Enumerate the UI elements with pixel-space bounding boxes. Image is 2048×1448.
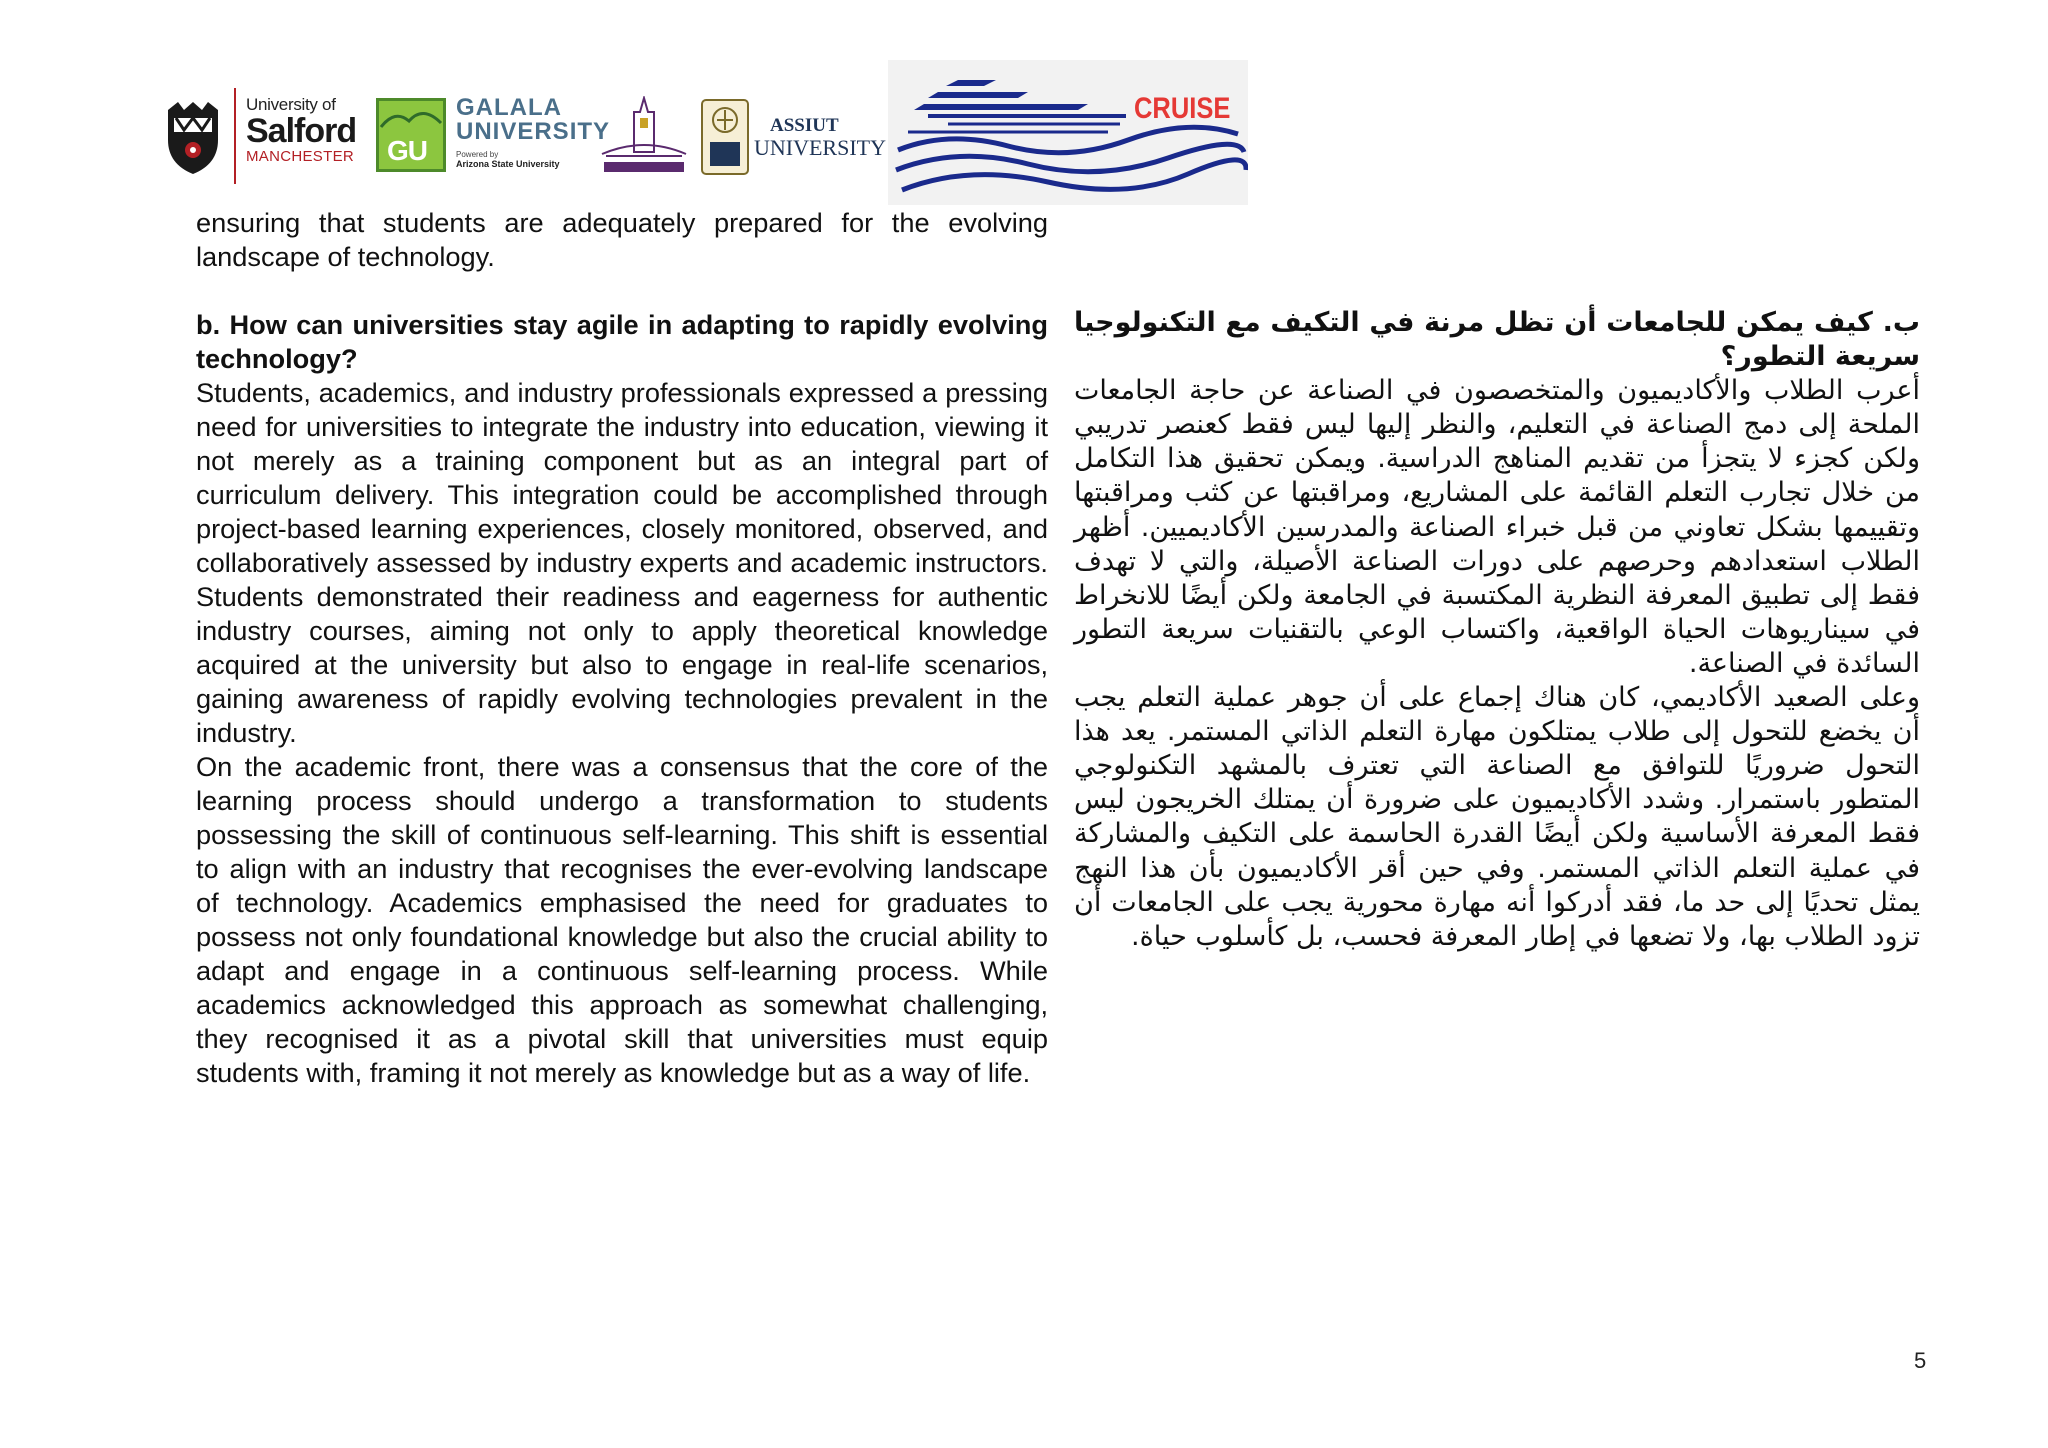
salford-line1: University of bbox=[246, 95, 336, 114]
galala-mark-text: GU bbox=[387, 135, 427, 166]
english-column bbox=[196, 206, 1048, 1090]
logo-bar bbox=[160, 60, 1250, 210]
arabic-column bbox=[1074, 306, 1920, 954]
cruise-logo bbox=[888, 60, 1248, 205]
salford-line2: Salford bbox=[246, 112, 357, 150]
galala-mountain-icon bbox=[379, 101, 443, 135]
english-heading: b. How can universities stay agile in adapting to rapidly evolving technology? bbox=[196, 309, 1048, 374]
assiut-wordmark bbox=[754, 116, 884, 160]
english-paragraph-1: Students, academics, and industry professionals expressed a pressing need for universities to integrate the industry into education, viewing it not merely as a training component but as an integral part of curriculum delivery. This integration could be accomplished through project-based learning experiences, closely monitored, observed, and collaboratively assessed by industry experts and academic instructors. Students demonstrated their readiness and eagerness for authentic industry courses, aiming not only to apply theoretical knowledge acquired at the university but also to engage in real-life scenarios, gaining awareness of rapidly evolving technologies prevalent in the industry. bbox=[196, 377, 1048, 748]
arabic-heading: ب. كيف يمكن للجامعات أن تظل مرنة في التكيف مع التكنولوجيا سريعة التطور؟ bbox=[1074, 307, 1920, 373]
galala-wordmark bbox=[456, 94, 611, 169]
salford-wordmark bbox=[246, 96, 356, 166]
galala-mark-logo bbox=[376, 98, 446, 172]
arabic-paragraph-1: أعرب الطلاب والأكاديميون والمتخصصون في الصناعة عن حاجة الجامعات الملحة إلى دمج الصناعة في التعليم، والنظر إليها ليس فقط كعنصر تدريبي ولكن كجزء لا يتجزأ من تقديم المناهج الدراسية. ويمكن تحقيق هذا التكامل من خلال تجارب التعلم القائمة على المشاريع، ومراقبتها عن كثب ومراقبتها وتقييمها بشكل تعاوني من قبل خبراء الصناعة والمدرسين الأكاديميين. أظهر الطلاب استعدادهم وحرصهم على دورات الصناعة الأصيلة، والتي لا تهدف فقط إلى تطبيق المعرفة النظرية المكتسبة في الجامعة ولكن أيضًا للانخراط في سيناريوهات الحياة الواقعية، واكتساب الوعي بالتقنيات سريعة التطور السائدة في الصناعة. bbox=[1074, 375, 1920, 679]
arabic-paragraph-2: وعلى الصعيد الأكاديمي، كان هناك إجماع على أن جوهر عملية التعلم يجب أن يخضع للتحول إلى طلاب يمتلكون مهارة التعلم الذاتي المستمر. يعد هذا التحول ضروريًا للتوافق مع الصناعة التي تعترف بالمشهد التكنولوجي المتطور باستمرار. وشدد الأكاديميون على ضرورة أن يمتلك الخريجون ليس فقط المعرفة الأساسية ولكن أيضًا القدرة الحاسمة على التكيف والمشاركة في عملية التعلم الذاتي المستمر. وفي حين أقر الأكاديميون بأن هذا النهج يمثل تحديًا إلى حد ما، فقد أدركوا أنه مهارة محورية يجب على الجامعات أن تزود الطلاب بها، ولا تضعها في إطار المعرفة فحسب، بل كأسلوب حياة. bbox=[1074, 682, 1920, 952]
galala-line1: GALALA bbox=[456, 94, 562, 121]
cruise-label: CRUISE bbox=[1134, 92, 1231, 125]
salford-line3: MANCHESTER bbox=[246, 148, 355, 165]
cruise-ship-icon bbox=[888, 60, 1248, 205]
assiut-line1: ASSIUT bbox=[770, 115, 839, 136]
assiut-seal-logo bbox=[700, 98, 750, 176]
assiut-line2: UNIVERSITY bbox=[754, 135, 886, 160]
galala-line4: Arizona State University bbox=[456, 159, 560, 169]
galala-line2: UNIVERSITY bbox=[456, 118, 611, 145]
english-paragraph-2: On the academic front, there was a consensus that the core of the learning process should undergo a transformation to students possessing the skill of continuous self-learning. This shift is essential to align with an industry that recognises the ever-evolving landscape of technology. Academics emphasised the need for graduates to possess not only foundational knowledge but also the crucial ability to adapt and engage in a continuous self-learning process. While academics acknowledged this approach as somewhat challenging, they recognised it as a pivotal skill that universities must equip students with, framing it not merely as knowledge but as a way of life. bbox=[196, 751, 1048, 1088]
galala-line3: Powered by bbox=[456, 150, 499, 159]
page-number: 5 bbox=[1914, 1348, 1927, 1373]
english-continuation: ensuring that students are adequately prepared for the evolving landscape of technology. bbox=[196, 207, 1048, 272]
ain-shams-logo bbox=[596, 96, 692, 178]
salford-crest-logo bbox=[164, 100, 222, 176]
paragraph-gap bbox=[196, 274, 1048, 308]
salford-divider bbox=[234, 88, 236, 184]
